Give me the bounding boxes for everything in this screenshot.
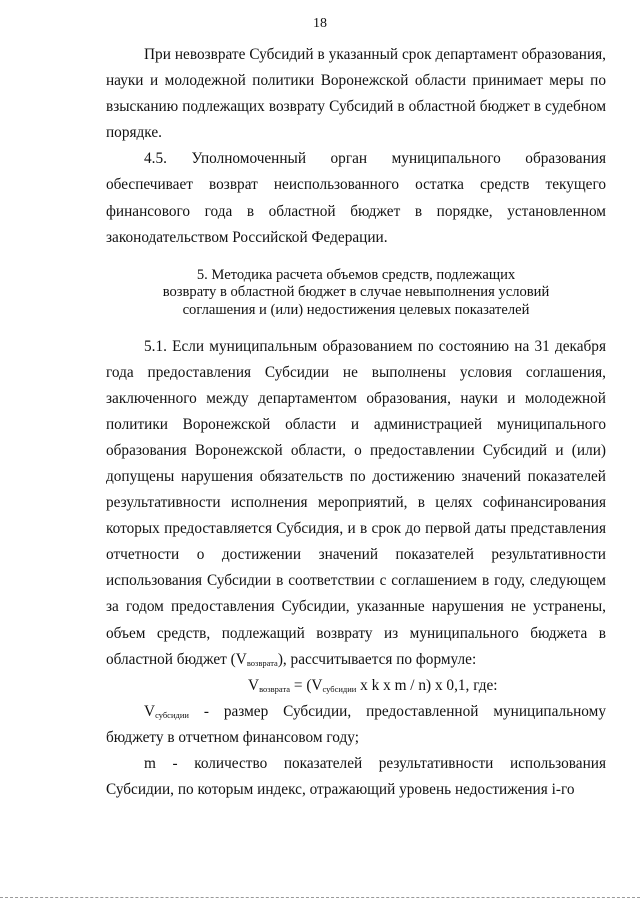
definition-v-subsidy bbox=[106, 699, 606, 751]
paragraph-refund-enforcement: При невозврате Субсидий в указанный срок департамент образования, науки и молодежной политики Воронежской области принимает меры по взысканию подлежащих возврату Субсидий в областной бюджет в судебном порядке. bbox=[106, 46, 606, 142]
formula-middle: = (V bbox=[290, 676, 323, 694]
definition-m: m - количество показателей результативности использования Субсидии, по которым индекс, отражающий уровень недостижения i-го bbox=[106, 755, 606, 799]
page-number: 18 bbox=[313, 16, 327, 31]
section-heading-line-3: соглашения и (или) недостижения целевых показателей bbox=[182, 301, 530, 318]
formula-sub-subsidy: субсидии bbox=[322, 683, 357, 694]
definition-v-subscript: субсидии bbox=[155, 709, 189, 720]
formula-sub-refund: возврата bbox=[259, 683, 291, 694]
formula-rest: x k x m / n) x 0,1, где: bbox=[356, 676, 498, 694]
paragraph-5-1-tail: ), рассчитывается по формуле: bbox=[277, 650, 477, 668]
subscript-refund: возврата bbox=[246, 657, 278, 668]
refund-formula bbox=[106, 673, 606, 699]
definition-v-text: - размер Субсидии, предоставленной муниципальному бюджету в отчетном финансовом году; bbox=[106, 702, 606, 746]
section-heading-line-2: возврату в областной бюджет в случае невыполнения условий bbox=[162, 284, 550, 301]
section-heading-line-1: 5. Методика расчета объемов средств, подлежащих bbox=[196, 266, 516, 283]
section-5-heading bbox=[106, 267, 606, 320]
definition-v-symbol: V bbox=[144, 702, 156, 720]
document-body bbox=[106, 42, 606, 803]
formula-v: V bbox=[248, 676, 260, 694]
scan-edge-line bbox=[0, 897, 640, 898]
paragraph-5-1-text: 5.1. Если муниципальным образованием по состоянию на 31 декабря года предоставления Субсидии не выполнены условия соглашения, заключенного между департаментом образования, науки и молодежной политики Воронежской области и администрацией муниципального образования Воронежской области, о предоставлении Субсидий и (или) допущены нарушения обязательств по достижению значений показателей результативности исполнения мероприятий, в целях софинансирования которых предоставляется Субсидия, и в срок до первой даты представления отчетности о достижении значений показателей результативности использования Субсидии в соответствии с соглашением в году, следующем за годом предоставления Субсидии, указанные нарушения не устранены, объем средств, подлежащий возврату из муниципального бюджета в областной бюджет (V bbox=[106, 337, 606, 668]
paragraph-4-5: 4.5. Уполномоченный орган муниципального образования обеспечивает возврат неиспользованного остатка средств текущего финансового года в областной бюджет в порядке, установленном законодательством Российской Федерации. bbox=[106, 150, 606, 246]
paragraph-5-1 bbox=[106, 334, 606, 673]
